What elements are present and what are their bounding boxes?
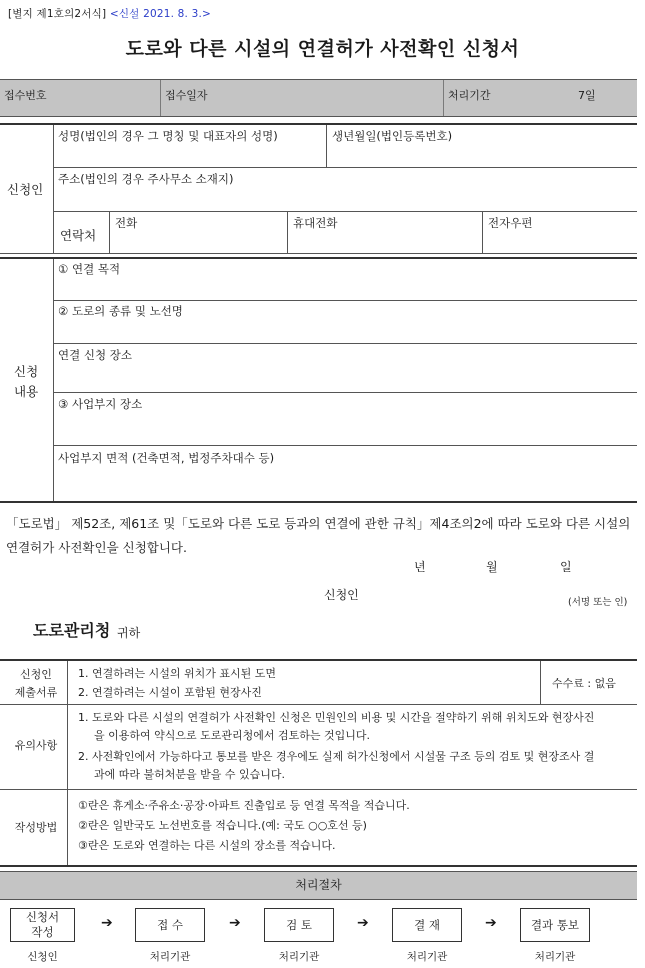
signature-note: (서명 또는 인) [568,597,628,608]
step-1-actor: 신청인 [27,951,58,963]
road-type-field[interactable]: ② 도로의 종류 및 노선명 [58,304,183,318]
receipt-date-label: 접수일자 [165,89,208,102]
documents-label-1: 신청인 [20,668,52,681]
site-area-field[interactable]: 사업부지 면적 (건축면적, 법정주차대수 등) [58,451,275,465]
mobile-field[interactable]: 휴대전화 [293,216,338,230]
day-label: 일 [560,560,572,574]
procedure-step-receipt [135,908,205,942]
connection-place-field[interactable]: 연결 신청 장소 [58,348,132,362]
note-1-line-1: 1. 도로와 다른 시설의 연결허가 사전확인 신청은 민원인의 비용 및 시간을 절약하기 위해 위치도와 현장사진 [78,711,595,724]
processing-period-label: 처리기간 [448,89,491,102]
applicant-section-label: 신청인 [7,182,44,197]
instruction-item-3: ③란은 도로와 연결하는 다른 시설의 장소를 적습니다. [78,839,336,852]
step-3-label: 검 토 [286,917,312,932]
contact-label: 연락처 [60,228,97,243]
procedure-step-notification [520,908,590,942]
notes-label: 유의사항 [14,739,58,752]
form-number: [별지 제1호의2서식] [8,8,107,20]
arrow-right-icon: ➔ [485,915,497,931]
declaration-text: 「도로법」 제52조, 제61조 및「도로와 다른 도로 등과의 연결에 관한 규칙」제4조의2에 따라 도로와 다른 시설의 연결허가 사전확인을 신청합니다. [6,516,631,555]
step-1-line-1: 신청서 [25,910,60,924]
step-4-actor: 처리기관 [406,951,448,963]
business-site-field[interactable]: ③ 사업부지 장소 [58,397,143,411]
processing-period-value: 7일 [578,89,596,102]
note-2-line-1: 2. 사전확인에서 가능하다고 통보를 받은 경우에도 실제 허가신청에서 시설물 구조 등의 검토 및 현장조사 결 [78,750,595,763]
document-item-1: 1. 연결하려는 시설의 위치가 표시된 도면 [78,667,276,680]
receipt-bar [0,79,637,117]
revision-note: <신설 2021. 8. 3.> [109,8,212,20]
step-2-actor: 처리기관 [149,951,191,963]
signer-label: 신청인 [324,588,359,602]
procedure-step-approval [392,908,462,942]
instruction-item-2: ②란은 일반국도 노선번호를 적습니다.(예: 국도 ○○호선 등) [78,819,367,832]
name-field[interactable]: 성명(법인의 경우 그 명칭 및 대표자의 성명) [58,129,278,143]
birth-date-field[interactable]: 생년월일(법인등록번호) [332,129,453,143]
step-5-actor: 처리기관 [534,951,576,963]
fee-label: 수수료 : 없음 [552,677,616,690]
page-title: 도로와 다른 시설의 연결허가 사전확인 신청서 [125,38,520,60]
receipt-number-label: 접수번호 [4,89,47,102]
documents-label-2: 제출서류 [14,686,58,699]
recipient-agency: 도로관리청 [33,621,111,640]
arrow-right-icon: ➔ [357,915,369,931]
procedure-step-application [10,908,75,942]
arrow-right-icon: ➔ [229,915,241,931]
address-field[interactable]: 주소(법인의 경우 주사무소 소재지) [58,172,234,186]
note-2-line-2: 과에 따라 불허처분을 받을 수 있습니다. [94,768,285,781]
connection-purpose-field[interactable]: ① 연결 목적 [58,262,121,276]
instruction-item-1: ①란은 휴게소·주유소·공장·아파트 진출입로 등 연결 목적을 적습니다. [78,799,410,812]
year-label: 년 [414,560,426,574]
step-3-actor: 처리기관 [278,951,320,963]
recipient-suffix: 귀하 [117,626,141,640]
note-1-line-2: 을 이용하여 약식으로 도로관리청에서 검토하는 것입니다. [94,729,371,742]
instructions-label: 작성방법 [14,821,58,834]
month-label: 월 [486,560,498,574]
procedure-title: 처리절차 [0,871,637,900]
phone-field[interactable]: 전화 [115,216,138,230]
arrow-right-icon: ➔ [101,915,113,931]
email-field[interactable]: 전자우편 [488,216,533,230]
procedure-step-review [264,908,334,942]
step-2-label: 접 수 [157,917,183,932]
content-section-label-1: 신청 [14,364,39,379]
step-5-label: 결과 통보 [530,917,580,932]
step-1-line-2: 작성 [31,925,54,939]
form-identifier [8,6,211,21]
step-4-label: 결 재 [414,917,440,932]
content-section-label-2: 내용 [14,384,39,399]
document-item-2: 2. 연결하려는 시설이 포함된 현장사진 [78,686,262,699]
